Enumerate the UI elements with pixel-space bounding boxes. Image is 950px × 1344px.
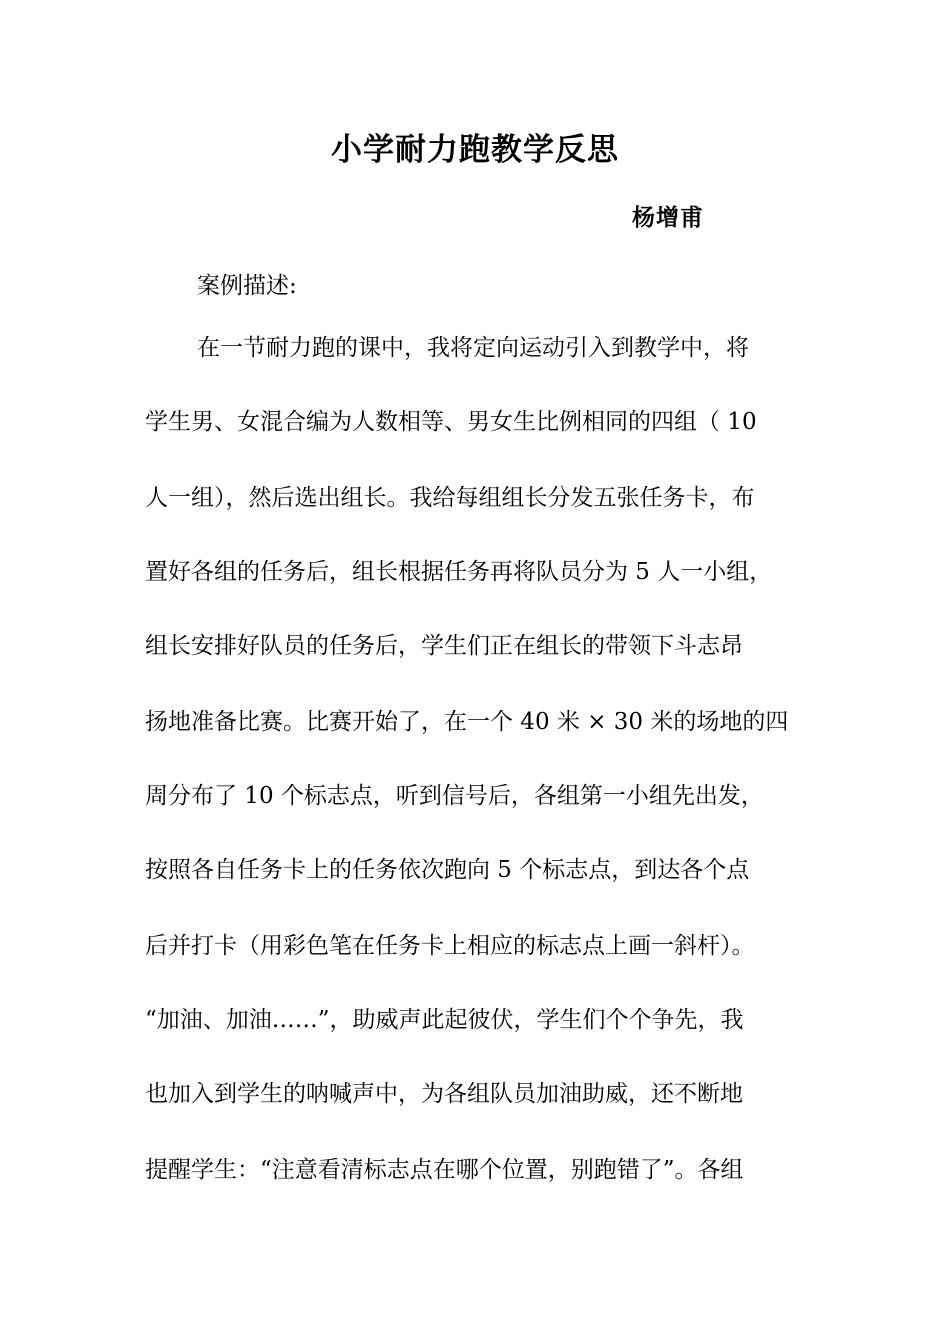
paragraph-line: 人一组），然后选出组长。我给每组组长分发五张任务卡，布 bbox=[145, 485, 755, 511]
paragraph-line: 置好各组的任务后，组长根据任务再将队员分为 5 人一小组， bbox=[145, 559, 773, 585]
paragraph-line: “加油、加油……”，助威声此起彼伏，学生们个个争先，我 bbox=[145, 1007, 744, 1033]
paragraph-line: 按照各自任务卡上的任务依次跑向 5 个标志点，到达各个点 bbox=[145, 857, 750, 883]
paragraph-line: 组长安排好队员的任务后，学生们正在组长的带领下斗志昂 bbox=[145, 633, 743, 659]
paragraph-line: 扬地准备比赛。比赛开始了，在一个 40 米 × 30 米的场地的四 bbox=[145, 709, 789, 735]
author-name: 杨增甫 bbox=[632, 204, 704, 231]
section-heading: 案例描述: bbox=[197, 273, 297, 299]
paragraph-line: 周分布了 10 个标志点，听到信号后，各组第一小组先出发， bbox=[145, 783, 764, 809]
paragraph-line: 学生男、女混合编为人数相等、男女生比例相同的四组（ 10 bbox=[145, 409, 757, 435]
paragraph-line: 在一节耐力跑的课中，我将定向运动引入到教学中，将 bbox=[197, 335, 749, 361]
paragraph-line: 也加入到学生的呐喊声中，为各组队员加油助威，还不断地 bbox=[145, 1081, 743, 1107]
paragraph-line: 后并打卡（用彩色笔在任务卡上相应的标志点上画一斜杆）。 bbox=[145, 933, 755, 959]
paragraph-line: 提醒学生：“注意看清标志点在哪个位置，别跑错了”。各组 bbox=[145, 1157, 744, 1183]
document-title: 小学耐力跑教学反思 bbox=[331, 132, 619, 168]
